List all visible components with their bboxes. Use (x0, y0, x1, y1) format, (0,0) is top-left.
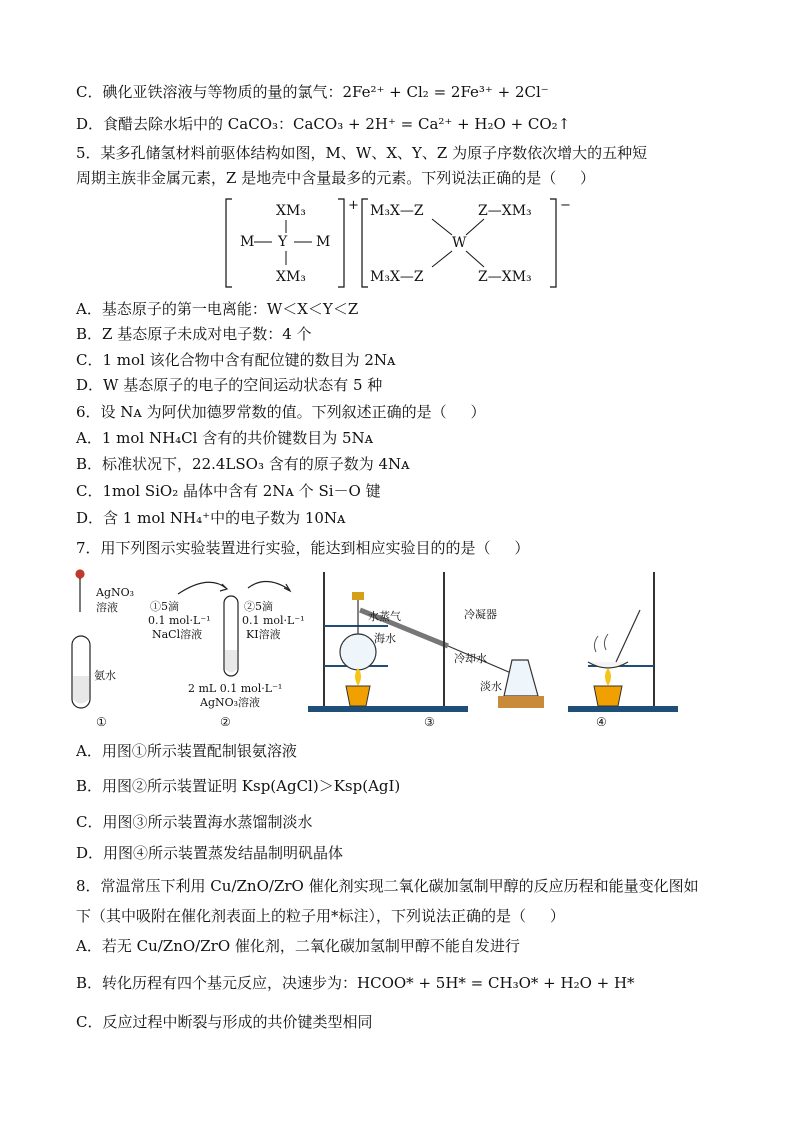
glass-rod (616, 610, 640, 662)
q5-option-a: A．基态原子的第一电离能：W＜X＜Y＜Z (76, 300, 359, 318)
anion-bottom-right-group: Z—XM₃ (478, 269, 532, 285)
f1-reagent-label2: 溶液 (96, 601, 118, 614)
f2-step2-solution: KI溶液 (246, 628, 281, 641)
q8-stem-line1: 8．常温常压下利用 Cu/ZnO/ZrO 催化剂实现二氧化碳加氢制甲醇的反应历程和能量变化图如 (76, 877, 699, 895)
cation-left-bracket (226, 199, 232, 287)
bond-line (432, 251, 452, 267)
stand-base (308, 706, 428, 712)
q7-stem: 7．用下列图示实验装置进行实验，能达到相应实验目的的是（ ） (76, 539, 530, 557)
bond-line (466, 219, 484, 235)
f1-reagent-label: AgNO₃ (96, 586, 135, 599)
q6-option-b: B．标准状况下，22.4LSO₃ 含有的原子数为 4Nᴀ (76, 455, 410, 473)
thermometer-top (352, 592, 364, 600)
f2-step1-label: ①5滴 (150, 600, 179, 613)
f4-number: ④ (596, 715, 607, 729)
q5-option-d: D．W 基态原子的电子的空间运动状态有 5 种 (76, 376, 383, 394)
steam-icon (594, 634, 608, 652)
cation-center-atom: Y (278, 234, 288, 250)
apparatus-3 (308, 572, 544, 712)
bond-line (432, 219, 452, 235)
liquid (225, 650, 237, 673)
q7-option-c: C．用图③所示装置海水蒸馏制淡水 (76, 813, 313, 831)
anion-right-bracket (550, 199, 556, 287)
arrow-2 (248, 581, 290, 590)
q8-option-b: B．转化历程有四个基元反应，决速步为：HCOO* + 5H* = CH₃O* + H₂O + H* (76, 974, 635, 992)
q7-option-b: B．用图②所示装置证明 Ksp(AgCl)＞Ksp(AgI) (76, 777, 401, 795)
liquid (73, 676, 89, 704)
dropper-bulb-icon (76, 570, 84, 578)
anion-bottom-left-group: M₃X—Z (370, 269, 424, 285)
stand-base (568, 706, 678, 712)
apparatus-figure (68, 566, 728, 736)
q4-option-d: D．食醋去除水垢中的 CaCO₃：CaCO₃ + 2H⁺ = Ca²⁺ + H₂O + CO₂↑ (76, 115, 571, 133)
f1-tube-label: 氨水 (94, 669, 116, 682)
anion-center-atom: W (452, 235, 467, 251)
f3-fresh-label: 淡水 (480, 680, 502, 693)
precursor-structure-figure (220, 193, 580, 293)
anion-top-left-group: M₃X—Z (370, 203, 424, 219)
bond-line (466, 251, 484, 267)
anion-left-bracket (362, 199, 368, 287)
stand-base-2 (428, 706, 468, 712)
f3-condenser-label: 冷凝器 (464, 608, 497, 621)
q6-option-d: D．含 1 mol NH₄⁺中的电子数为 10Nᴀ (76, 509, 346, 527)
burner-icon (594, 686, 622, 706)
q8-option-a: A．若无 Cu/ZnO/ZrO 催化剂，二氧化碳加氢制甲醇不能自发进行 (76, 937, 520, 955)
f3-sea-label: 海水 (374, 632, 396, 645)
q7-option-d: D．用图④所示装置蒸发结晶制明矾晶体 (76, 844, 344, 862)
q5-option-c: C．1 mol 该化合物中含有配位键的数目为 2Nᴀ (76, 351, 396, 369)
q5-stem-line2: 周期主族非金属元素，Z 是地壳中含量最多的元素。下列说法正确的是（ ） (76, 169, 596, 187)
f3-number: ③ (424, 715, 435, 729)
f2-number: ② (220, 715, 231, 729)
wood-block (498, 696, 544, 708)
flask-icon (340, 634, 376, 670)
q5-stem-line1: 5．某多孔储氢材料前驱体结构如图，M、W、X、Y、Z 为原子序数依次增大的五种短 (76, 144, 648, 162)
evaporating-dish-icon (588, 662, 628, 668)
apparatus-1 (72, 570, 90, 708)
f3-vapor-label: 水蒸气 (368, 610, 401, 623)
cation-bottom-group: XM₃ (276, 269, 306, 285)
f2-step2-label: ②5滴 (244, 600, 273, 613)
flame-icon (605, 668, 611, 686)
q4-option-c: C．碘化亚铁溶液与等物质的量的氯气：2Fe²⁺ + Cl₂ = 2Fe³⁺ + 2Cl⁻ (76, 83, 549, 101)
f3-coolant-label: 冷却水 (454, 652, 487, 665)
q6-stem: 6．设 Nᴀ 为阿伏加德罗常数的值。下列叙述正确的是（ ） (76, 403, 486, 421)
cation-left-atom: M (240, 234, 255, 250)
f2-base-label: 2 mL 0.1 mol·L⁻¹ (188, 682, 283, 695)
anion-charge: − (560, 198, 571, 213)
conical-flask-icon (504, 660, 538, 696)
cation-right-atom: M (316, 234, 331, 250)
q5-option-b: B．Z 基态原子未成对电子数：4 个 (76, 325, 312, 343)
apparatus-4 (568, 572, 678, 712)
q8-stem-line2: 下（其中吸附在催化剂表面上的粒子用*标注），下列说法正确的是（ ） (76, 907, 565, 925)
f2-base-label2: AgNO₃溶液 (200, 696, 261, 709)
q6-option-c: C．1mol SiO₂ 晶体中含有 2Nᴀ 个 Si－O 键 (76, 482, 381, 500)
arrow-1 (178, 582, 226, 594)
cation-right-bracket (338, 199, 344, 287)
q8-option-c: C．反应过程中断裂与形成的共价键类型相同 (76, 1013, 373, 1031)
q6-option-a: A．1 mol NH₄Cl 含有的共价键数目为 5Nᴀ (76, 429, 374, 447)
f2-step2-conc: 0.1 mol·L⁻¹ (242, 614, 305, 627)
cation-charge: + (348, 198, 359, 213)
flame-icon (355, 668, 361, 686)
f2-step1-conc: 0.1 mol·L⁻¹ (148, 614, 211, 627)
q7-option-a: A．用图①所示装置配制银氨溶液 (76, 742, 297, 760)
anion-top-right-group: Z—XM₃ (478, 203, 532, 219)
cation-top-group: XM₃ (276, 203, 306, 219)
f1-number: ① (96, 715, 107, 729)
f2-step1-solution: NaCl溶液 (152, 628, 203, 641)
burner-icon (346, 686, 370, 706)
